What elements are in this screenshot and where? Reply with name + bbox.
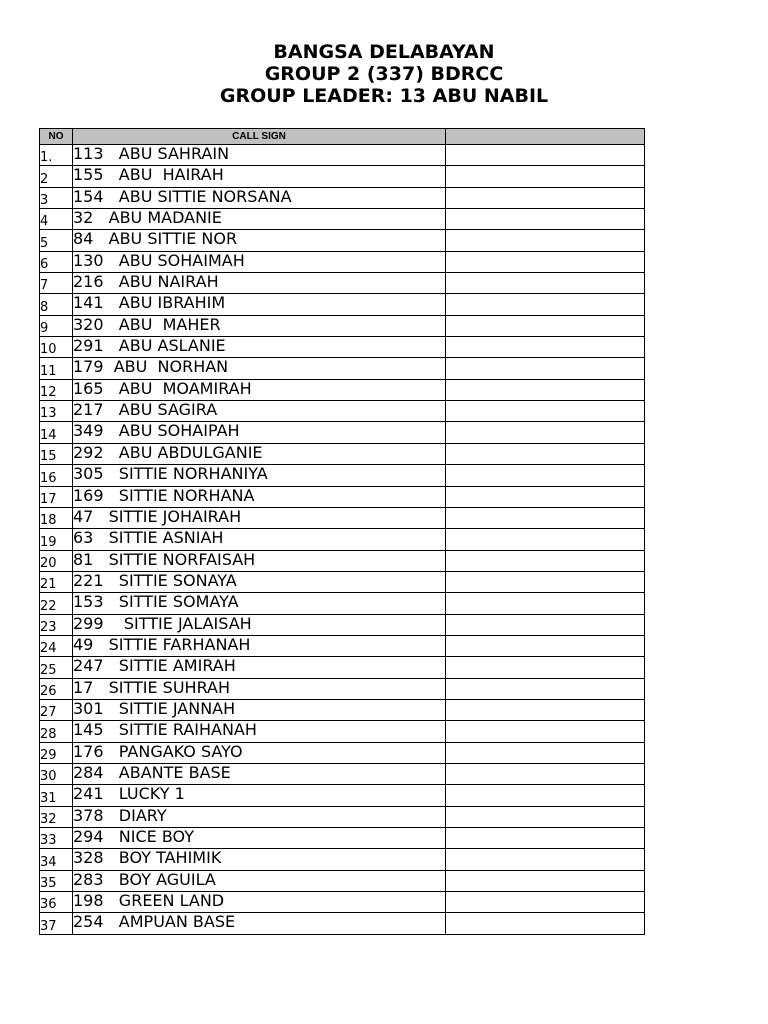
blank-cell	[446, 187, 645, 208]
row-number: 26	[40, 678, 73, 699]
table-row	[40, 209, 645, 230]
blank-cell	[446, 785, 645, 806]
table-row	[40, 529, 645, 550]
row-number: 21	[40, 571, 73, 592]
call-sign-cell: 17 SITTIE SUHRAH	[73, 678, 446, 699]
row-number: 8	[40, 294, 73, 315]
row-number: 2	[40, 166, 73, 187]
blank-cell	[446, 422, 645, 443]
row-number: 37	[40, 913, 73, 934]
table-row	[40, 593, 645, 614]
table-row	[40, 763, 645, 784]
row-number: 32	[40, 806, 73, 827]
blank-cell	[446, 166, 645, 187]
blank-cell	[446, 699, 645, 720]
blank-cell	[446, 230, 645, 251]
table-row	[40, 614, 645, 635]
table-row	[40, 806, 645, 827]
blank-cell	[446, 635, 645, 656]
call-sign-table	[39, 128, 645, 935]
table-row	[40, 892, 645, 913]
row-number: 28	[40, 721, 73, 742]
blank-cell	[446, 443, 645, 464]
row-number: 16	[40, 465, 73, 486]
table-row	[40, 550, 645, 571]
column-header-blank	[446, 129, 645, 145]
table-row	[40, 337, 645, 358]
row-number: 31	[40, 785, 73, 806]
blank-cell	[446, 870, 645, 891]
row-number: 24	[40, 635, 73, 656]
row-number: 33	[40, 828, 73, 849]
call-sign-cell: 141 ABU IBRAHIM	[73, 294, 446, 315]
blank-cell	[446, 401, 645, 422]
blank-cell	[446, 678, 645, 699]
table-row	[40, 166, 645, 187]
title-line-1: BANGSA DELABAYAN	[273, 41, 495, 63]
call-sign-cell: 320 ABU MAHER	[73, 315, 446, 336]
table-row	[40, 657, 645, 678]
blank-cell	[446, 294, 645, 315]
row-number: 30	[40, 763, 73, 784]
call-sign-cell: 113 ABU SAHRAIN	[73, 145, 446, 166]
row-number: 19	[40, 529, 73, 550]
blank-cell	[446, 614, 645, 635]
row-number: 35	[40, 870, 73, 891]
call-sign-cell: 299 SITTIE JALAISAH	[73, 614, 446, 635]
table-row	[40, 699, 645, 720]
row-number: 36	[40, 892, 73, 913]
blank-cell	[446, 550, 645, 571]
call-sign-cell: 130 ABU SOHAIMAH	[73, 251, 446, 272]
blank-cell	[446, 828, 645, 849]
row-number: 7	[40, 273, 73, 294]
table-row	[40, 507, 645, 528]
blank-cell	[446, 849, 645, 870]
blank-cell	[446, 209, 645, 230]
call-sign-cell: 155 ABU HAIRAH	[73, 166, 446, 187]
row-number: 15	[40, 443, 73, 464]
row-number: 13	[40, 401, 73, 422]
title-line-2: GROUP 2 (337) BDRCC	[264, 63, 504, 85]
call-sign-cell: 241 LUCKY 1	[73, 785, 446, 806]
blank-cell	[446, 486, 645, 507]
blank-cell	[446, 657, 645, 678]
document-header	[0, 41, 768, 107]
blank-cell	[446, 763, 645, 784]
table-row	[40, 251, 645, 272]
call-sign-cell: 283 BOY AGUILA	[73, 870, 446, 891]
row-number: 27	[40, 699, 73, 720]
call-sign-cell: 154 ABU SITTIE NORSANA	[73, 187, 446, 208]
blank-cell	[446, 721, 645, 742]
table-row	[40, 828, 645, 849]
call-sign-cell: 176 PANGAKO SAYO	[73, 742, 446, 763]
table-row	[40, 678, 645, 699]
blank-cell	[446, 806, 645, 827]
blank-cell	[446, 593, 645, 614]
table-row	[40, 273, 645, 294]
call-sign-cell: 169 SITTIE NORHANA	[73, 486, 446, 507]
table-row	[40, 913, 645, 934]
blank-cell	[446, 358, 645, 379]
blank-cell	[446, 742, 645, 763]
call-sign-cell: 153 SITTIE SOMAYA	[73, 593, 446, 614]
table-row	[40, 785, 645, 806]
call-sign-cell: 63 SITTIE ASNIAH	[73, 529, 446, 550]
table-row	[40, 358, 645, 379]
row-number: 20	[40, 550, 73, 571]
row-number: 4	[40, 209, 73, 230]
table-row	[40, 571, 645, 592]
table-body	[40, 145, 645, 935]
call-sign-cell: 47 SITTIE JOHAIRAH	[73, 507, 446, 528]
blank-cell	[446, 145, 645, 166]
table-row	[40, 486, 645, 507]
table-row	[40, 849, 645, 870]
call-sign-cell: 292 ABU ABDULGANIE	[73, 443, 446, 464]
call-sign-cell: 84 ABU SITTIE NOR	[73, 230, 446, 251]
table-row	[40, 635, 645, 656]
row-number: 34	[40, 849, 73, 870]
table-row	[40, 401, 645, 422]
table-row	[40, 422, 645, 443]
blank-cell	[446, 892, 645, 913]
blank-cell	[446, 529, 645, 550]
row-number: 29	[40, 742, 73, 763]
row-number: 18	[40, 507, 73, 528]
call-sign-cell: 284 ABANTE BASE	[73, 763, 446, 784]
table-row	[40, 742, 645, 763]
row-number: 22	[40, 593, 73, 614]
table-row	[40, 294, 645, 315]
row-number: 3	[40, 187, 73, 208]
call-sign-cell: 378 DIARY	[73, 806, 446, 827]
title-line-3: GROUP LEADER: 13 ABU NABIL	[219, 85, 549, 107]
blank-cell	[446, 337, 645, 358]
table-row	[40, 379, 645, 400]
table-row	[40, 721, 645, 742]
blank-cell	[446, 379, 645, 400]
table-row	[40, 187, 645, 208]
call-sign-cell: 328 BOY TAHIMIK	[73, 849, 446, 870]
call-sign-cell: 81 SITTIE NORFAISAH	[73, 550, 446, 571]
call-sign-cell: 32 ABU MADANIE	[73, 209, 446, 230]
call-sign-cell: 301 SITTIE JANNAH	[73, 699, 446, 720]
table-row	[40, 315, 645, 336]
table-row	[40, 465, 645, 486]
call-sign-cell: 49 SITTIE FARHANAH	[73, 635, 446, 656]
call-sign-cell: 294 NICE BOY	[73, 828, 446, 849]
blank-cell	[446, 251, 645, 272]
call-sign-cell: 217 ABU SAGIRA	[73, 401, 446, 422]
call-sign-cell: 179 ABU NORHAN	[73, 358, 446, 379]
call-sign-cell: 247 SITTIE AMIRAH	[73, 657, 446, 678]
column-header-no: NO	[40, 129, 73, 145]
blank-cell	[446, 571, 645, 592]
row-number: 10	[40, 337, 73, 358]
call-sign-cell: 291 ABU ASLANIE	[73, 337, 446, 358]
call-sign-cell: 216 ABU NAIRAH	[73, 273, 446, 294]
row-number: 23	[40, 614, 73, 635]
column-header-call-sign: CALL SIGN	[73, 129, 446, 145]
row-number: 17	[40, 486, 73, 507]
row-number: 12	[40, 379, 73, 400]
row-number: 9	[40, 315, 73, 336]
call-sign-cell: 145 SITTIE RAIHANAH	[73, 721, 446, 742]
blank-cell	[446, 507, 645, 528]
row-number: 1.	[40, 145, 73, 166]
call-sign-cell: 254 AMPUAN BASE	[73, 913, 446, 934]
blank-cell	[446, 913, 645, 934]
table-row	[40, 145, 645, 166]
call-sign-cell: 165 ABU MOAMIRAH	[73, 379, 446, 400]
call-sign-cell: 349 ABU SOHAIPAH	[73, 422, 446, 443]
call-sign-cell: 305 SITTIE NORHANIYA	[73, 465, 446, 486]
table-row	[40, 870, 645, 891]
row-number: 14	[40, 422, 73, 443]
row-number: 5	[40, 230, 73, 251]
blank-cell	[446, 465, 645, 486]
table-header-row	[40, 129, 645, 145]
blank-cell	[446, 273, 645, 294]
blank-cell	[446, 315, 645, 336]
table-row	[40, 443, 645, 464]
row-number: 25	[40, 657, 73, 678]
row-number: 6	[40, 251, 73, 272]
row-number: 11	[40, 358, 73, 379]
table-row	[40, 230, 645, 251]
call-sign-cell: 221 SITTIE SONAYA	[73, 571, 446, 592]
call-sign-cell: 198 GREEN LAND	[73, 892, 446, 913]
